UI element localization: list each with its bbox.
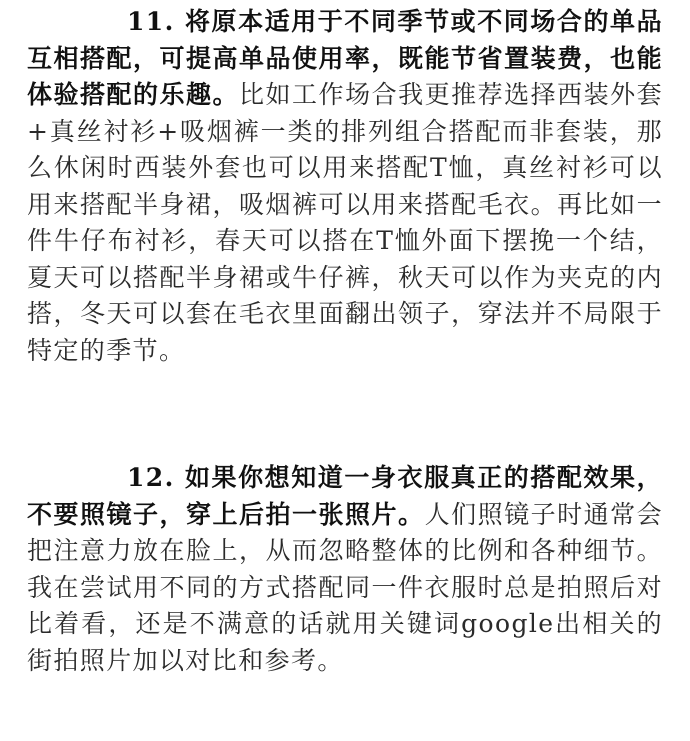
- tip-paragraph-11: [27, 4, 663, 369]
- tip-paragraph-12: [27, 460, 663, 679]
- tip-11-body: 比如工作场合我更推荐选择西装外套+真丝衬衫+吸烟裤一类的排列组合搭配而非套装，那么休闲时西装外套也可以用来搭配T恤，真丝衬衫可以用来搭配半身裙，吸烟裤可以用来搭配毛衣。再比如一件牛仔布衬衫，春天可以搭在T恤外面下摆挽一个结，夏天可以搭配半身裙或牛仔裤，秋天可以作为夹克的内搭，冬天可以套在毛衣里面翻出领子，穿法并不局限于特定的季节。: [27, 80, 664, 365]
- tip-11-heading: 11. 将原本适用于不同季节或不同场合的单品互相搭配，可提高单品使用率，既能节省置装费，也能体验搭配的乐趣。: [27, 7, 663, 109]
- tip-12-heading: 12. 如果你想知道一身衣服真正的搭配效果，不要照镜子，穿上后拍一张照片。: [27, 463, 663, 529]
- tip-12-body: 人们照镜子时通常会把注意力放在脸上，从而忽略整体的比例和各种细节。我在尝试用不同的方式搭配同一件衣服时总是拍照后对比着看，还是不满意的话就用关键词google出相关的街拍照片加以对比和参考。: [27, 499, 663, 675]
